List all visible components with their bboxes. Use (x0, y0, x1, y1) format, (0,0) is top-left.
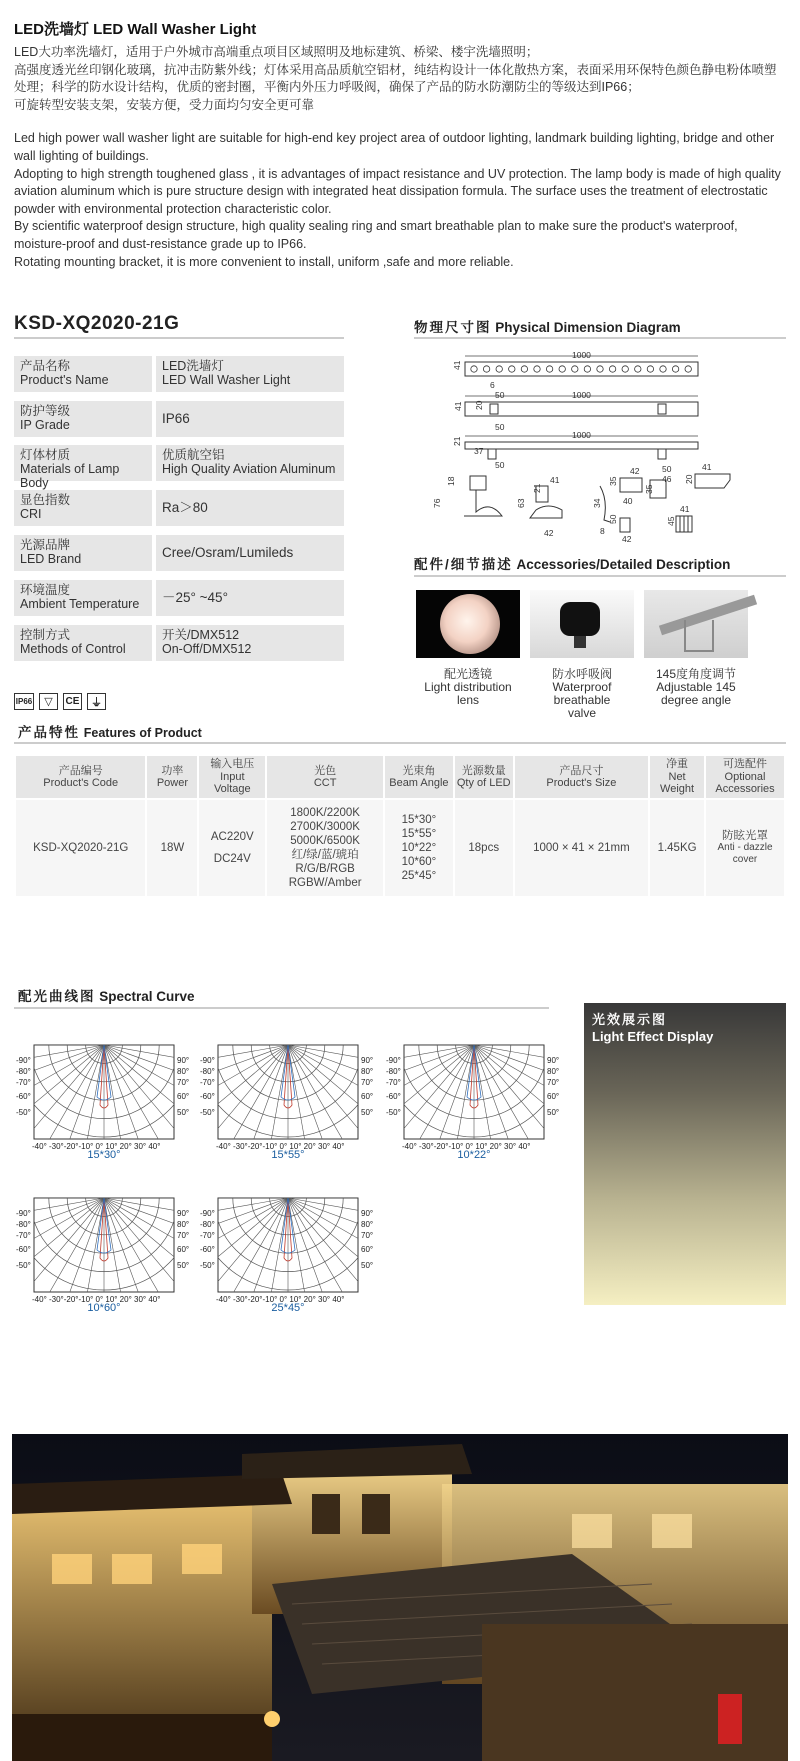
svg-text:90°: 90° (177, 1056, 190, 1065)
spectral-title-zh: 配光曲线图 (18, 989, 96, 1004)
accessories-title (414, 553, 730, 573)
svg-text:-90°: -90° (16, 1209, 31, 1218)
led-dot (584, 366, 590, 372)
polar-chart (198, 1190, 378, 1315)
svg-text:60°: 60° (361, 1092, 374, 1101)
svg-text:50°: 50° (361, 1108, 374, 1117)
svg-text:-60°: -60° (200, 1245, 215, 1254)
svg-text:-80°: -80° (200, 1220, 215, 1229)
side-depth-label: 20 (474, 400, 484, 410)
spec-value-1: －25° ~45° (162, 590, 228, 605)
front-width-label: 50 (495, 390, 505, 400)
svg-text:90°: 90° (547, 1056, 560, 1065)
th-size: 产品尺寸 Product's Size (514, 755, 649, 799)
lens-caption: 配光透镜 Light distribution lens (424, 667, 512, 707)
svg-text:90°: 90° (361, 1209, 374, 1218)
svg-text:80°: 80° (361, 1067, 374, 1076)
svg-text:-90°: -90° (200, 1209, 215, 1218)
svg-text:-60°: -60° (16, 1245, 31, 1254)
bottom-height-label: 21 (452, 436, 462, 446)
spectral-title-en: Spectral Curve (99, 989, 195, 1004)
bottom-body (465, 442, 698, 449)
spec-key (14, 535, 152, 571)
effect-title (592, 1011, 713, 1045)
svg-text:-50°: -50° (386, 1108, 401, 1117)
svg-text:50°: 50° (547, 1108, 560, 1117)
svg-text:80°: 80° (177, 1067, 190, 1076)
intro-en-1: Led high power wall washer light are suitable for high-end key project area of outdoor lighting, landmark building lighting, bridge and other wall lighting of buildings. (14, 131, 775, 163)
cap-width-d: 50 (662, 464, 672, 474)
dimension-divider (414, 337, 786, 339)
spec-key-zh: 控制方式 (20, 628, 71, 642)
cap-height-c: 35 (644, 484, 654, 494)
polar-chart (14, 1190, 194, 1315)
svg-text:-80°: -80° (386, 1067, 401, 1076)
spec-row (14, 580, 344, 616)
page-title: LED洗墙灯 LED Wall Washer Light (14, 21, 257, 38)
intro-text (14, 44, 786, 271)
light-effect-display (584, 1003, 786, 1305)
bracket-height-e: 34 (592, 498, 602, 508)
led-dot (672, 366, 678, 372)
bracket-height-d: 21 (532, 483, 542, 493)
spec-row (14, 535, 344, 571)
bracket-width-c: 8 (600, 526, 605, 536)
led-dot (647, 366, 653, 372)
red-sign (718, 1694, 742, 1744)
led-dot (509, 366, 515, 372)
features-divider (14, 742, 786, 744)
spec-key-zh: 光源品牌 (20, 538, 71, 552)
svg-text:-70°: -70° (16, 1078, 31, 1087)
cap-height-a: 35 (608, 476, 618, 486)
cell-qty: 18pcs (454, 799, 514, 897)
svg-text:50°: 50° (361, 1261, 374, 1270)
ce-cert-icon: CE (63, 693, 82, 710)
spec-key-en: CRI (20, 507, 42, 521)
svg-text:-80°: -80° (16, 1220, 31, 1229)
spec-value-2: High Quality Aviation Aluminum (162, 462, 336, 476)
bracket-width-b: 42 (544, 528, 554, 538)
polar-chart (384, 1037, 564, 1162)
led-dot (471, 366, 477, 372)
spec-key (14, 356, 152, 392)
lens-icon (440, 594, 500, 654)
svg-text:80°: 80° (177, 1220, 190, 1229)
led-dot (572, 366, 578, 372)
length-label-2: 1000 (572, 390, 591, 400)
th-beam: 光束角 Beam Angle (384, 755, 454, 799)
led-dot (597, 366, 603, 372)
spec-row (14, 625, 344, 661)
led-dot (546, 366, 552, 372)
table-row (15, 799, 785, 897)
dimension-title (414, 316, 681, 336)
spec-key-en: Ambient Temperature (20, 597, 140, 611)
spec-value-1: Ra＞80 (162, 500, 208, 515)
led-dot (609, 366, 615, 372)
svg-text:-50°: -50° (200, 1261, 215, 1270)
polar-chart-label: 10*22° (457, 1149, 491, 1161)
led-dot (635, 366, 641, 372)
accessories-title-zh: 配件/细节描述 (414, 557, 513, 572)
bottom-width-label: 50 (495, 460, 505, 470)
spec-value-2: LED Wall Washer Light (162, 373, 291, 387)
svg-text:-40° -30°-20°-10° 0° 10° 20°: -40° -30°-20°-10° 0° 10° 20° 30° 40° (32, 1142, 161, 1151)
ip66-cert-icon: IP66 (14, 693, 34, 710)
valve-caption: 防水呼吸阀 Waterproof breathable valve (551, 667, 612, 720)
spec-value (156, 490, 344, 526)
cell-size: 1000 × 41 × 21mm (514, 799, 649, 897)
table-header-row (15, 755, 785, 799)
spec-key-zh: 显色指数 (20, 493, 71, 507)
cap-height-e: 45 (666, 516, 676, 526)
front-depth-label: 6 (490, 380, 495, 390)
cap-width-b: 40 (623, 496, 633, 506)
street-lamp-icon (264, 1711, 280, 1727)
side-view (453, 390, 698, 432)
bracket-height-a: 18 (446, 476, 456, 486)
intro-en-3: By scientific waterproof design structure, high quality sealing ring and smart breathable plan to make sure the product's waterproof, moisture-proof and dust-resistance grade up to IP66. (14, 219, 738, 251)
svg-text:-80°: -80° (200, 1067, 215, 1076)
cap-height-d: 20 (684, 474, 694, 484)
dimension-title-zh: 物理尺寸图 (414, 320, 492, 335)
intro-en-2: Adopting to high strength toughened glass , it is advantages of impact resistance and UV protection. The lamp body is made of high quality aviation aluminum which is pure structure design with integrated heat dissipation formula. The surface uses the treatment of electrostatic powder with environmental protection characteristic color. (14, 166, 781, 216)
svg-text:-60°: -60° (200, 1092, 215, 1101)
led-dot (534, 366, 540, 372)
svg-text:-40° -30°-20°-10° 0° 10° 20°: -40° -30°-20°-10° 0° 10° 20° 30° 40° (32, 1295, 161, 1304)
spec-key (14, 401, 152, 437)
svg-text:-40° -30°-20°-10° 0° 10° 20°: -40° -30°-20°-10° 0° 10° 20° 30° 40° (402, 1142, 531, 1151)
spec-value (156, 356, 344, 392)
cap-width-a: 42 (630, 466, 640, 476)
spec-row (14, 401, 344, 437)
cell-code: KSD-XQ2020-21G (15, 799, 146, 897)
spec-key (14, 625, 152, 661)
spec-row (14, 356, 344, 392)
spec-value (156, 535, 344, 571)
spec-value-1: LED洗墙灯 (162, 359, 224, 373)
spec-value-1: IP66 (162, 411, 190, 426)
cap-width-e: 46 (662, 474, 672, 484)
spec-value-2: On-Off/DMX512 (162, 642, 252, 656)
effect-title-zh: 光效展示图 (592, 1012, 668, 1027)
spec-key (14, 445, 152, 490)
spec-key (14, 490, 152, 526)
svg-text:-90°: -90° (16, 1056, 31, 1065)
spec-key-zh: 灯体材质 (20, 448, 71, 462)
led-dot (483, 366, 489, 372)
product-table (14, 754, 786, 898)
model-divider (14, 337, 344, 339)
th-cct: 光色 CCT (266, 755, 384, 799)
front-height-label: 41 (452, 360, 462, 370)
side-width-label: 50 (495, 422, 505, 432)
bracket-icon (684, 620, 714, 652)
intro-en-4: Rotating mounting bracket, it is more convenient to install, uniform ,safe and more reliable. (14, 254, 514, 269)
side-height-label: 41 (453, 401, 463, 411)
valve-icon (560, 602, 600, 636)
led-dot (622, 366, 628, 372)
spec-key-en: Product's Name (20, 373, 109, 387)
svg-text:70°: 70° (361, 1078, 374, 1087)
svg-text:80°: 80° (361, 1220, 374, 1229)
svg-text:70°: 70° (177, 1078, 190, 1087)
spec-key-en: IP Grade (20, 418, 70, 432)
cell-voltage: AC220V DC24V (198, 799, 266, 897)
svg-text:70°: 70° (177, 1231, 190, 1240)
lens-photo (416, 590, 520, 658)
triangle-cert-icon: ▽ (39, 693, 58, 710)
spec-key-en: Methods of Control (20, 642, 126, 656)
effect-title-en: Light Effect Display (592, 1029, 714, 1044)
cap-height-b: 50 (608, 514, 618, 524)
features-title-en: Features of Product (83, 726, 202, 740)
polar-chart (198, 1037, 378, 1162)
spectral-title (18, 985, 195, 1005)
dimension-title-en: Physical Dimension Diagram (495, 320, 681, 335)
cap-width-g: 41 (680, 504, 690, 514)
bracket-width-a: 41 (550, 475, 560, 485)
valve-photo (530, 590, 634, 658)
spec-key-zh: 防护等级 (20, 404, 71, 418)
svg-text:80°: 80° (547, 1067, 560, 1076)
cell-weight: 1.45KG (649, 799, 705, 897)
ground-cert-icon: ⏚ (87, 693, 106, 710)
cap-width-f: 41 (702, 462, 712, 472)
th-voltage: 输入电压 Input Voltage (198, 755, 266, 799)
th-accessories: 可选配件 Optional Accessories (705, 755, 785, 799)
spec-value (156, 401, 344, 437)
th-code: 产品编号 Product's Code (15, 755, 146, 799)
spec-value-1: 开关/DMX512 (162, 628, 240, 642)
led-dot (559, 366, 565, 372)
svg-text:-60°: -60° (386, 1092, 401, 1101)
polar-chart (14, 1037, 194, 1162)
svg-text:50°: 50° (177, 1108, 190, 1117)
svg-text:-60°: -60° (16, 1092, 31, 1101)
angle-caption: 145度角度调节 Adjustable 145 degree angle (655, 667, 737, 707)
svg-text:70°: 70° (361, 1231, 374, 1240)
spec-key-zh: 环境温度 (20, 583, 71, 597)
spec-key-zh: 产品名称 (20, 359, 71, 373)
svg-text:60°: 60° (177, 1092, 190, 1101)
polar-chart-label: 10*60° (87, 1302, 121, 1314)
cell-power: 18W (146, 799, 198, 897)
svg-text:-50°: -50° (16, 1261, 31, 1270)
svg-text:-70°: -70° (200, 1078, 215, 1087)
polar-chart-label: 15*55° (271, 1149, 305, 1161)
length-label-1: 1000 (572, 350, 591, 360)
spec-key-en: Materials of Lamp Body (20, 462, 120, 490)
features-title (18, 721, 202, 741)
svg-text:-80°: -80° (16, 1067, 31, 1076)
model-number: KSD-XQ2020-21G (14, 313, 180, 334)
bottom-depth-label: 37 (474, 446, 484, 456)
intro-zh-2: 高强度透光丝印钢化玻璃，抗冲击防紫外线；灯体采用高品质航空铝材，纯结构设计一体化散热方案，表面采用环保特色颜色静电粉体喷塑处理；科学的防水设计结构，优质的密封圈，平衡内外压力呼吸阀，确保了产品的防水防潮防尘的等级达到IP66； (14, 62, 777, 95)
svg-text:90°: 90° (177, 1209, 190, 1218)
cell-beam: 15*30° 15*55° 10*22° 10*60° 25*45° (384, 799, 454, 897)
cell-cct: 1800K/2200K 2700K/3000K 5000K/6500K 红/绿/蓝/琥珀 R/G/B/RGB RGBW/Amber (266, 799, 384, 897)
th-power: 功率 Power (146, 755, 198, 799)
polar-chart-label: 15*30° (87, 1149, 121, 1161)
svg-text:-50°: -50° (16, 1108, 31, 1117)
accessories-title-en: Accessories/Detailed Description (516, 557, 731, 572)
angle-photo (644, 590, 748, 658)
spectral-divider (14, 1007, 549, 1009)
cap-width-c: 42 (622, 534, 632, 544)
svg-text:-90°: -90° (386, 1056, 401, 1065)
svg-text:-70°: -70° (16, 1231, 31, 1240)
led-dot (685, 366, 691, 372)
accessories-divider (414, 575, 786, 577)
svg-text:70°: 70° (547, 1078, 560, 1087)
polar-chart-label: 25*45° (271, 1302, 305, 1314)
th-weight: 净重 Net Weight (649, 755, 705, 799)
bracket-height-c: 63 (516, 498, 526, 508)
spec-key-en: LED Brand (20, 552, 82, 566)
svg-text:-50°: -50° (200, 1108, 215, 1117)
intro-zh-3: 可旋转型安装支架，安装方便，受力面均匀安全更可靠 (14, 97, 315, 112)
svg-text:-40° -30°-20°-10° 0° 10° 20°: -40° -30°-20°-10° 0° 10° 20° 30° 40° (216, 1295, 345, 1304)
length-label-3: 1000 (572, 430, 591, 440)
bracket-height-b: 76 (432, 498, 442, 508)
svg-text:60°: 60° (361, 1245, 374, 1254)
spec-row (14, 490, 344, 526)
night-scene-photo (12, 1434, 788, 1761)
led-dot (521, 366, 527, 372)
spec-value (156, 445, 344, 481)
spec-value (156, 580, 344, 616)
spec-row (14, 445, 344, 490)
svg-text:-40° -30°-20°-10° 0° 10° 20°: -40° -30°-20°-10° 0° 10° 20° 30° 40° (216, 1142, 345, 1151)
led-dot (660, 366, 666, 372)
spec-key (14, 580, 152, 616)
svg-text:50°: 50° (177, 1261, 190, 1270)
svg-text:90°: 90° (361, 1056, 374, 1065)
spec-value-1: Cree/Osram/Lumileds (162, 545, 294, 560)
th-qty: 光源数量 Qty of LED (454, 755, 514, 799)
svg-text:60°: 60° (547, 1092, 560, 1101)
svg-text:60°: 60° (177, 1245, 190, 1254)
intro-zh-1: LED大功率洗墙灯，适用于户外城市高端重点项目区域照明及地标建筑、桥梁、楼宇洗墙照明； (14, 45, 539, 59)
features-title-zh: 产品特性 (18, 725, 80, 740)
spec-value-1: 优质航空铝 (162, 448, 225, 462)
cell-accessories: 防眩光罩 Anti - dazzle cover (705, 799, 785, 897)
svg-text:-70°: -70° (200, 1231, 215, 1240)
spec-value (156, 625, 344, 661)
led-dot (496, 366, 502, 372)
svg-text:-70°: -70° (386, 1078, 401, 1087)
dimension-diagram (432, 350, 790, 550)
svg-text:-90°: -90° (200, 1056, 215, 1065)
